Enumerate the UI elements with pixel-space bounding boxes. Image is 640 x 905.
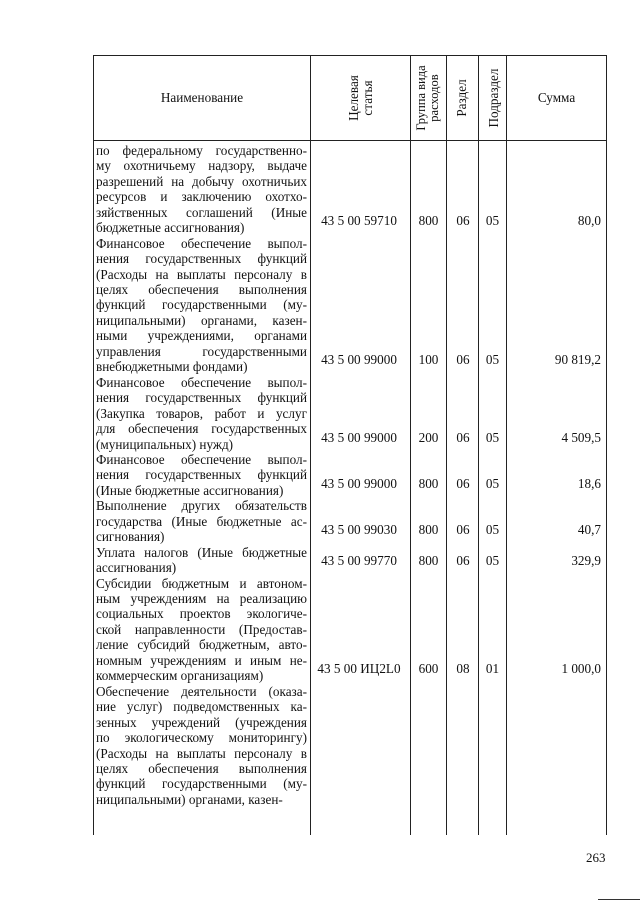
description-line: по федеральному государственно- [96, 143, 307, 158]
description-line: разрешений на добычу охотничьих [96, 173, 307, 189]
row-target-code: 43 5 00 99000 [321, 475, 397, 491]
row-description [96, 236, 307, 375]
row-description [96, 576, 307, 684]
description-line: ными учреждениями, органами [96, 328, 307, 344]
description-line: ассигнования) [96, 560, 177, 576]
description-line: по экологическому мониторингу) [96, 730, 307, 746]
description-line: нения государственных функций [96, 467, 307, 483]
header-group: Группа вида расходов [414, 65, 441, 131]
row-target-code: 43 5 00 ИЦ2L0 [317, 661, 401, 677]
description-line: Уплата налогов (Иные бюджетные [96, 544, 307, 560]
row-subsection: 05 [485, 213, 500, 229]
description-line: коммерческим организациям) [96, 668, 264, 684]
row-subsection: 01 [485, 661, 500, 677]
row-section: 08 [456, 661, 470, 677]
description-line: ление субсидий бюджетным, авто- [96, 637, 307, 653]
row-subsection: 05 [485, 553, 500, 569]
page-number: 263 [586, 850, 606, 865]
row-description [96, 498, 307, 544]
row-description [96, 452, 307, 498]
description-line: нения государственных функций [96, 390, 307, 406]
header-name-cell [94, 55, 310, 140]
row-section: 06 [456, 522, 470, 538]
row-description [96, 143, 307, 236]
row-description [96, 375, 307, 452]
description-line: ниципальными) органами, казен- [96, 312, 307, 328]
row-target-code: 43 5 00 99000 [321, 352, 397, 368]
row-sum: 90 819,2 [554, 352, 601, 368]
description-line: (Закупка товаров, работ и услуг [96, 405, 307, 421]
description-line: Финансовое обеспечение выпол- [96, 235, 307, 251]
description-line: зяйственных соглашений (Иные [96, 204, 307, 220]
row-sum: 4 509,5 [561, 429, 601, 445]
row-group: 800 [418, 213, 439, 229]
row-target-code: 43 5 00 99030 [321, 522, 397, 538]
description-line: зенных учреждений (учреждения [96, 714, 307, 730]
description-line: нения государственных функций [96, 251, 307, 267]
row-section: 06 [456, 429, 470, 445]
description-line: ской направленности (Предостав- [96, 621, 307, 637]
row-group: 100 [418, 352, 439, 368]
description-line: ным учреждениям на реализацию [96, 591, 307, 607]
description-line: ниципальными) органами, казен- [96, 791, 283, 807]
row-section: 06 [456, 352, 470, 368]
row-subsection: 05 [485, 352, 500, 368]
description-line: сигнования) [96, 529, 165, 545]
row-group: 200 [418, 429, 439, 445]
description-line: Финансовое обеспечение выпол- [96, 452, 307, 467]
description-line: Выполнение других обязательств [96, 498, 307, 514]
row-group: 600 [418, 661, 439, 677]
description-line: ние услуг) подведомственных ка- [96, 699, 307, 715]
description-line: управления государственными [96, 343, 307, 359]
description-line: функций государственными (му- [96, 776, 307, 792]
row-sum: 80,0 [577, 213, 601, 229]
description-line: внебюджетными фондами) [96, 359, 248, 375]
row-target-code: 43 5 00 99000 [321, 429, 397, 445]
row-description [96, 684, 307, 808]
header-sum-cell [507, 55, 606, 140]
row-description [96, 545, 307, 576]
row-sum: 329,9 [571, 553, 601, 569]
header-target: Целевая статья [346, 75, 375, 121]
col-border-target [410, 55, 411, 835]
description-line: для обеспечения государственных [96, 421, 307, 437]
row-group: 800 [418, 553, 439, 569]
row-target-code: 43 5 00 99770 [321, 553, 397, 569]
description-line: му охотничьему надзору, выдаче [96, 158, 307, 174]
row-section: 06 [456, 553, 470, 569]
header-name: Наименование [160, 89, 244, 105]
description-line: бюджетные ассигнования) [96, 220, 245, 236]
description-line: функций государственными (му- [96, 297, 307, 313]
description-line: (Иные бюджетные ассигнования) [96, 482, 284, 498]
description-line: социальных проектов экологиче- [96, 606, 307, 622]
description-line: государства (Иные бюджетные ас- [96, 513, 307, 529]
row-section: 06 [456, 213, 470, 229]
row-sum: 18,6 [577, 475, 601, 491]
description-line: (Расходы на выплаты персоналу в [96, 745, 307, 761]
description-line: (муниципальных) нужд) [96, 436, 234, 452]
row-subsection: 05 [485, 475, 500, 491]
header-section: Раздел [454, 79, 469, 117]
row-section: 06 [456, 475, 470, 491]
col-border-right [606, 55, 607, 835]
description-line: номным учреждениям и иным не- [96, 652, 307, 668]
col-border-left [93, 55, 94, 835]
description-line: (Расходы на выплаты персоналу в [96, 266, 307, 282]
row-group: 800 [418, 475, 439, 491]
row-subsection: 05 [485, 522, 500, 538]
row-sum: 40,7 [577, 522, 601, 538]
header-bottom-border [93, 140, 607, 141]
description-line: ресурсов и заключению охотхо- [96, 189, 307, 205]
description-line: целях обеспечения выполнения [96, 282, 307, 297]
row-group: 800 [418, 522, 439, 538]
row-sum: 1 000,0 [561, 661, 601, 677]
description-line: Финансовое обеспечение выпол- [96, 374, 307, 390]
description-line: Обеспечение деятельности (оказа- [96, 683, 307, 699]
header-sum: Сумма [537, 89, 576, 105]
row-subsection: 05 [485, 429, 500, 445]
footer-rule [598, 899, 640, 900]
description-line: целях обеспечения выполнения [96, 760, 307, 776]
header-subsection: Подраздел [486, 68, 501, 128]
description-line: Субсидии бюджетным и автоном- [96, 575, 307, 591]
row-target-code: 43 5 00 59710 [321, 213, 397, 229]
